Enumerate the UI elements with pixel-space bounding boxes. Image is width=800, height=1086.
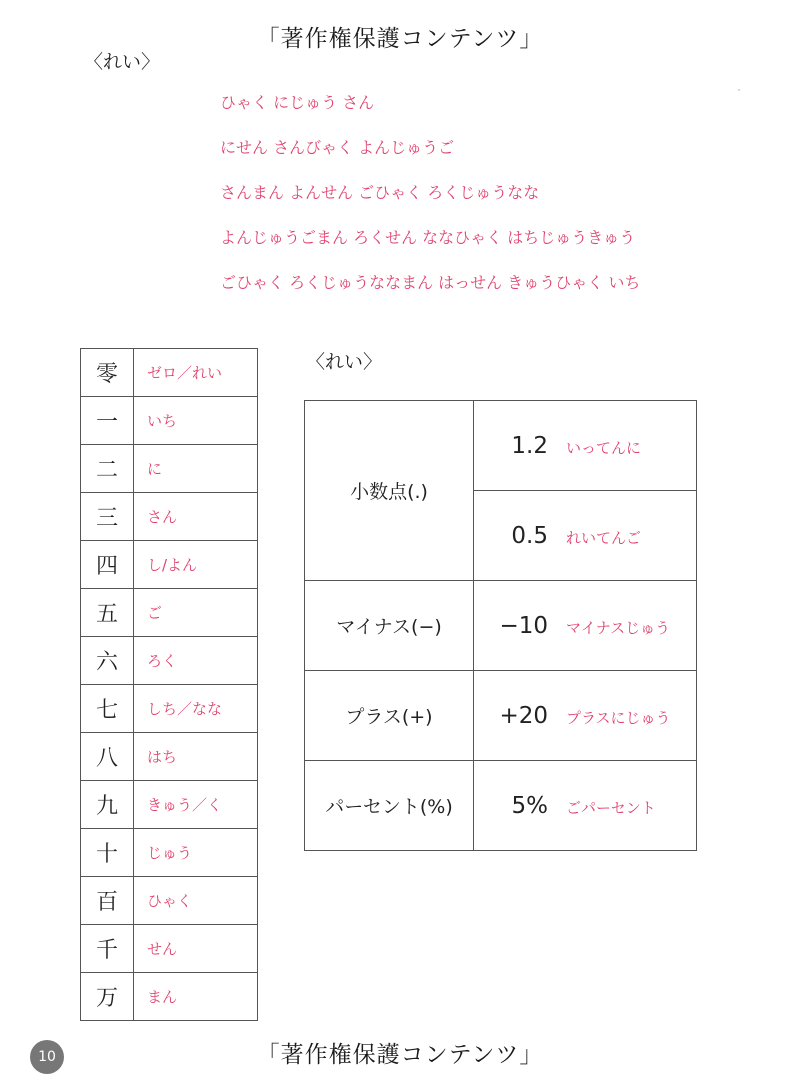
example-value: 1.2 [511, 432, 548, 459]
kanji-cell: 百 [81, 877, 134, 925]
example-value: −10 [499, 612, 548, 639]
reading-cell: ご [134, 589, 258, 637]
symbol-name-cell: プラス(+) [305, 671, 474, 761]
example-reading: にせん さんびゃく よんじゅうご [220, 138, 455, 157]
table-row [81, 829, 258, 877]
reading-cell: じゅう [134, 829, 258, 877]
symbol-example-cell [474, 401, 697, 491]
table-row [81, 733, 258, 781]
table-row [305, 581, 697, 671]
copyright-watermark-top: 「著作権保護コンテンツ」 [256, 26, 544, 52]
symbol-example-cell [474, 581, 697, 671]
table-row [81, 541, 258, 589]
symbol-name-cell: パーセント(%) [305, 761, 474, 851]
example-label: 〈れい〉 [84, 51, 161, 73]
symbol-name-cell: マイナス(−) [305, 581, 474, 671]
reading-cell: に [134, 445, 258, 493]
example-value: 5% [511, 792, 548, 819]
example-reading: マイナスじゅう [566, 618, 671, 637]
reading-cell: せん [134, 925, 258, 973]
kanji-cell: 二 [81, 445, 134, 493]
symbol-example-cell [474, 491, 697, 581]
reading-cell: いち [134, 397, 258, 445]
kanji-cell: 六 [81, 637, 134, 685]
kanji-cell: 十 [81, 829, 134, 877]
table-row [81, 445, 258, 493]
example-label: 〈れい〉 [306, 351, 383, 373]
kanji-numeral-table [80, 348, 258, 1021]
reading-cell: ゼロ／れい [134, 349, 258, 397]
kanji-cell: 五 [81, 589, 134, 637]
table-row [81, 973, 258, 1021]
kanji-cell: 零 [81, 349, 134, 397]
reading-cell: きゅう／く [134, 781, 258, 829]
kanji-cell: 四 [81, 541, 134, 589]
page-number-badge: 10 [30, 1040, 64, 1074]
table-row [81, 781, 258, 829]
table-row [305, 671, 697, 761]
example-reading: いってんに [566, 438, 642, 457]
scan-speck [738, 89, 740, 91]
table-row [81, 349, 258, 397]
reading-cell: さん [134, 493, 258, 541]
example-reading: ひゃく にじゅう さん [220, 93, 375, 112]
example-reading: プラスにじゅう [566, 708, 671, 727]
example-reading: さんまん よんせん ごひゃく ろくじゅうなな [220, 183, 540, 202]
example-reading: れいてんご [566, 528, 642, 547]
example-value: 0.5 [511, 522, 548, 549]
example-reading: ごひゃく ろくじゅうななまん はっせん きゅうひゃく いち [220, 273, 641, 292]
table-row [81, 493, 258, 541]
reading-cell: しち／なな [134, 685, 258, 733]
table-row [81, 685, 258, 733]
reading-cell: し/よん [134, 541, 258, 589]
kanji-cell: 万 [81, 973, 134, 1021]
symbol-name-cell: 小数点(.) [305, 401, 474, 581]
example-value: +20 [499, 702, 548, 729]
example-reading: ごパーセント [566, 798, 656, 817]
kanji-cell: 九 [81, 781, 134, 829]
kanji-cell: 七 [81, 685, 134, 733]
kanji-cell: 八 [81, 733, 134, 781]
symbol-example-cell [474, 761, 697, 851]
kanji-cell: 一 [81, 397, 134, 445]
reading-cell: ひゃく [134, 877, 258, 925]
copyright-watermark-bottom: 「著作権保護コンテンツ」 [256, 1042, 544, 1068]
table-row [81, 925, 258, 973]
reading-cell: はち [134, 733, 258, 781]
table-row [81, 877, 258, 925]
table-row [81, 397, 258, 445]
table-row [81, 589, 258, 637]
example-reading: よんじゅうごまん ろくせん ななひゃく はちじゅうきゅう [220, 228, 636, 247]
symbol-table [304, 400, 697, 851]
table-row [305, 761, 697, 851]
kanji-cell: 三 [81, 493, 134, 541]
table-row [305, 401, 697, 491]
reading-cell: ろく [134, 637, 258, 685]
symbol-example-cell [474, 671, 697, 761]
table-row [81, 637, 258, 685]
reading-cell: まん [134, 973, 258, 1021]
kanji-cell: 千 [81, 925, 134, 973]
